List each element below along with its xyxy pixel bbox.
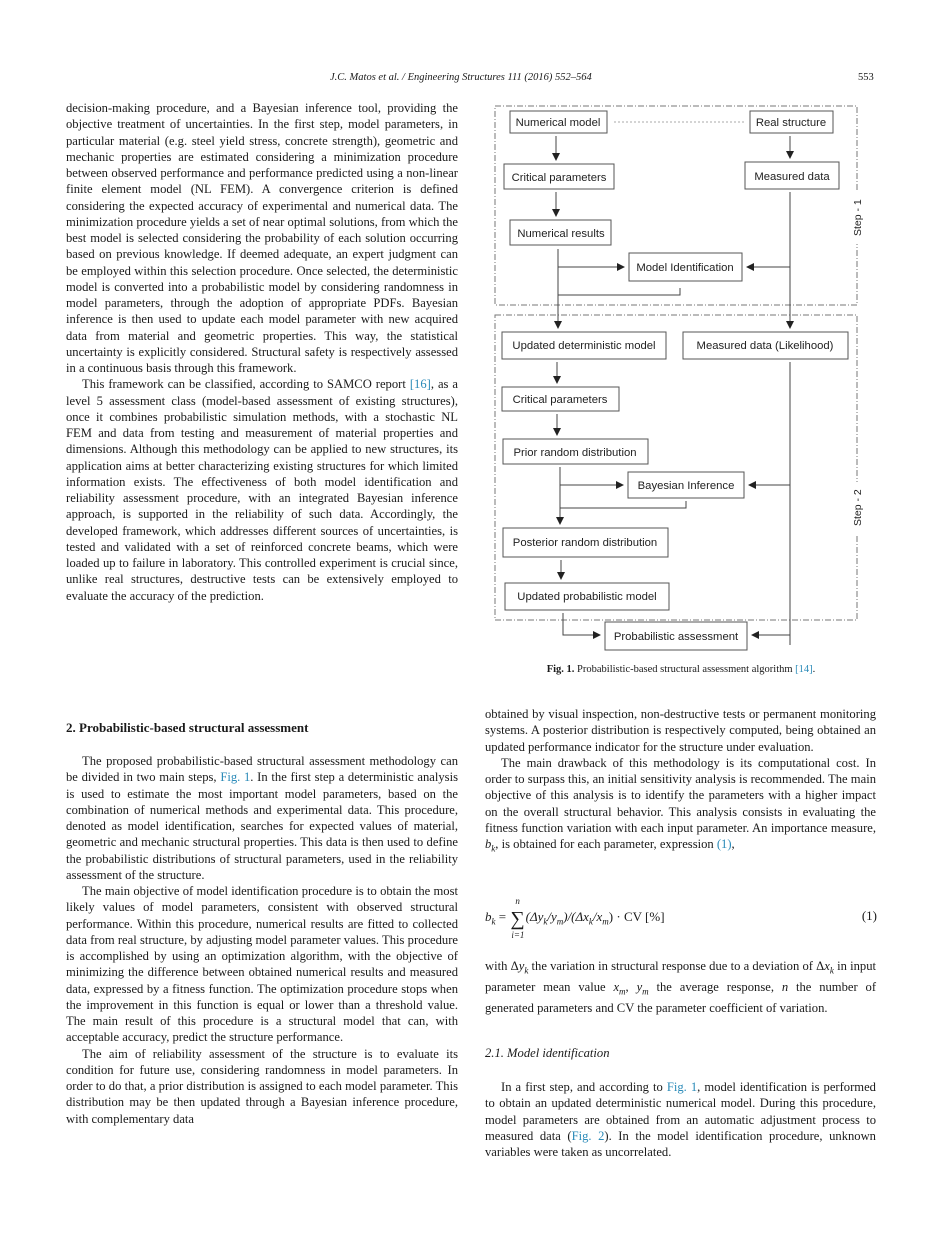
- label-updated-probabilistic-model: Updated probabilistic model: [517, 591, 657, 603]
- figure-link-fig2[interactable]: Fig. 2: [571, 1128, 605, 1143]
- equation-link-1[interactable]: (1): [716, 837, 732, 851]
- label-probabilistic-assessment: Probabilistic assessment: [613, 631, 739, 643]
- step1-label: Step - 1: [852, 199, 864, 236]
- paragraph: The aim of reliability assessment of the structure is to evaluate its condition for future use, considering randomness in model parameters. In order to do that, a prior distribution is assigned to each model parameter. This distribution may be then updated through a Bayesian inference procedure, with complementary data: [66, 1046, 458, 1126]
- step2-dashed-frame: [495, 315, 857, 620]
- paragraph: with $\Delta y_k$ the variation in structural response due to a deviation of $\Delta x_k$ in input parameter mean value $x_m$, $y_m$ the average response, n the number of generated parameters and CV the parameter coefficient of variation.: [485, 959, 877, 1015]
- right-column-text: [485, 706, 876, 857]
- equation-number: (1): [861, 908, 877, 923]
- summation-symbol: ∑ n i=1: [510, 896, 525, 940]
- label-numerical-results: Numerical results: [517, 228, 605, 240]
- figure-label: Fig. 1.: [546, 664, 575, 675]
- label-measured-data-likelihood: Measured data (Likelihood): [696, 340, 834, 352]
- label-bayesian-inference: Bayesian Inference: [637, 480, 735, 492]
- label-numerical-model: Numerical model: [515, 117, 601, 129]
- left-column-section: [66, 753, 458, 1127]
- right-column-equation-explanation: [485, 958, 876, 1016]
- equation-body: $b_k$ = ∑ n i=1 $(\Delta y_k/y_m)/(\Delta x_k/x_m)$ · CV [%]: [485, 896, 665, 940]
- page-number: 553: [858, 72, 874, 83]
- label-measured-data: Measured data: [754, 171, 830, 183]
- subsection-heading: 2.1. Model identification: [485, 1046, 610, 1060]
- right-column-model-identification: [485, 1079, 876, 1160]
- label-model-identification: Model Identification: [636, 262, 734, 274]
- paragraph: The proposed probabilistic-based structural assessment methodology can be divided in two main steps, Fig. 1. In the first step a deterministic analysis is used to estimate the most important model parameters, based on the combination of numerical methods and experimental data. This procedure, denoted as model identification, searches for expected values of material, geometric and mechanic structural properties. This data is then used to define the probabilistic distributions of structural parameters, used in the reliability assessment of the structure.: [66, 754, 458, 882]
- label-critical-parameters-1: Critical parameters: [511, 172, 607, 184]
- reference-link-16[interactable]: [16]: [409, 377, 431, 392]
- paragraph: decision-making procedure, and a Bayesian inference tool, providing the objective treatment of uncertainties. In the first step, model parameters, in particular material (e.g. steel yield stress, concrete strength), geometric and mechanic properties are estimated considering a minimization procedure between observed performance and performance predicted using a non-linear finite element model (NL FEM). A convergence criterion is defined considering the expected accuracy of experimental and numerical data. The minimization procedure yields a set of near optimal solutions, from which the best model is selected considering the probability of each solution occurring based on previous knowledge. If deemed adequate, an expert judgment can be employed within this selection procedure. Once selected, the deterministic model is converted into a probabilistic model by considering randomness in model parameters, through the adoption of appropriate PDFs. Bayesian inference is then used to update each model parameter with new acquired data from material and geometric properties. This way, the statistical uncertainty is explicitly considered. Structural safety is respectively assessed in a continuous basis through this framework.: [66, 101, 458, 375]
- equation-1: [485, 896, 877, 942]
- figure-caption: Fig. 1. Probabilistic-based structural assessment algorithm [14].: [546, 664, 816, 675]
- label-posterior-random-distribution: Posterior random distribution: [512, 537, 658, 549]
- label-real-structure: Real structure: [755, 117, 827, 129]
- figure-link-fig1[interactable]: Fig. 1: [220, 770, 251, 785]
- label-critical-parameters-2: Critical parameters: [512, 394, 608, 406]
- reference-link-14[interactable]: [14]: [795, 664, 813, 675]
- figure-link-fig1[interactable]: Fig. 1: [666, 1080, 698, 1094]
- step2-label: Step - 2: [852, 489, 864, 526]
- label-updated-deterministic-model: Updated deterministic model: [512, 340, 656, 352]
- journal-citation: J.C. Matos et al. / Engineering Structures 111 (2016) 552–564: [330, 72, 592, 83]
- paragraph: obtained by visual inspection, non-destructive tests or permanent monitoring systems. A posterior distribution is respectively computed, being obtained an updated performance indicator for the structure under evaluation.: [485, 707, 876, 754]
- paragraph: In a first step, and according to Fig. 1, model identification is performed to obtain an updated deterministic numerical model. During this procedure, model parameters are obtained from an automatic adjustment process to measured data (Fig. 2). In the model identification procedure, unknown variables were taken as uncorrelated.: [485, 1080, 876, 1159]
- paragraph: This framework can be classified, according to SAMCO report [16], as a level 5 assessment class (model-based assessment of existing structures), once it combines probabilistic simulation methods, with a stochastic NL FEM and data from testing and measurement of material properties and dimensions. Although this methodology can be applied to new structures, its application aims at better characterizing existing structures for which limited information exists. The effectiveness of both model identification and reliability assessment procedure, with an integrated Bayesian inference approach, is supported in the reliability of such data. Accordingly, the developed framework, which addresses different sources of uncertainties, is tested and validated with a set of reinforced concrete beams, which were loaded up to failure in laboratory. This controlled experiment is crucial since, unlike real structures, destructive tests can be extensively employed to evaluate the accuracy of the prediction.: [66, 377, 458, 603]
- label-prior-random-distribution: Prior random distribution: [513, 447, 637, 459]
- paragraph: The main objective of model identification procedure is to obtain the most likely values of model parameters, consistent with observed structural performance. Within this procedure, numerical results are fitted to collected data from real structure, by adjusting model parameter values. This procedure is accomplished by using an optimization algorithm, with the objective of minimizing the difference between obtained numerical results and measured data, expressed by a fitness function. The optimization procedure stops when the improvement in this function is equal or lower than a threshold value. The main result of this procedure is a structural model that can, with acceptable accuracy, predict the structure performance.: [66, 884, 458, 1045]
- section-heading: 2. Probabilistic-based structural assessment: [66, 720, 309, 735]
- paragraph: The main drawback of this methodology is its computational cost. In order to surpass this, an initial sensitivity analysis is recommended. The main objective of this analysis is to identify the parameters with a higher impact on the overall structural behavior. This analysis consists in evaluating the fitness function variation with each input parameter. An importance measure, $b_k$, is obtained for each parameter, expression (1),: [485, 755, 876, 854]
